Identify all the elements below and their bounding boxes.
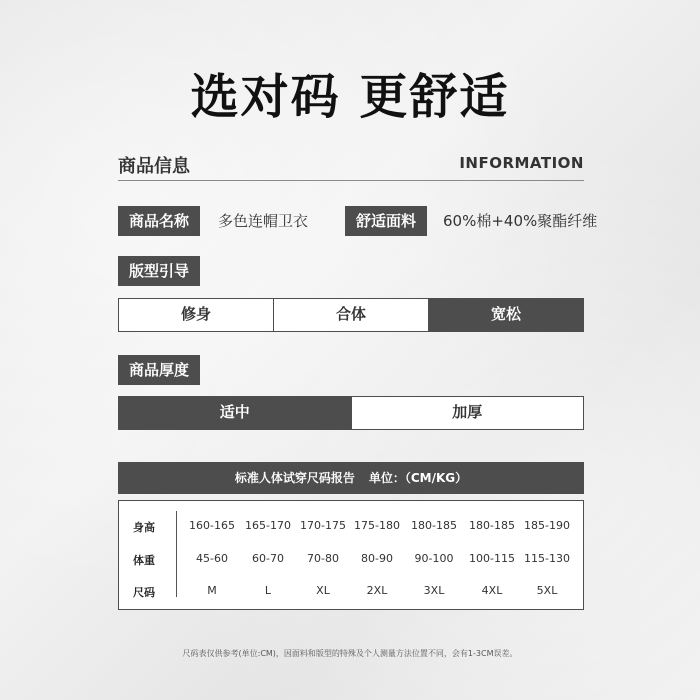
info-section-header	[118, 150, 584, 181]
table-cell: 90-100	[414, 552, 454, 565]
table-cell: 4XL	[481, 584, 503, 597]
size-chart-header	[118, 462, 584, 494]
table-cell: 165-170	[245, 519, 291, 532]
fabric-tag: 舒适面料	[345, 206, 427, 236]
footnote: 尺码表仅供参考(单位:CM)，因面料和版型的特殊及个人测量方法位置不同，会有1-3CM误差。	[182, 649, 518, 658]
fit-option-loose: 宽松	[429, 299, 583, 331]
table-cell: 80-90	[361, 552, 393, 565]
fit-option-regular: 合体	[274, 299, 429, 331]
thickness-option-medium: 适中	[119, 397, 352, 429]
table-cell: 180-185	[411, 519, 457, 532]
table-cell: 5XL	[536, 584, 558, 597]
table-cell: L	[264, 584, 272, 597]
table-divider	[176, 511, 177, 597]
table-cell: 2XL	[366, 584, 388, 597]
info-header-en: INFORMATION	[459, 154, 584, 172]
thickness-tag: 商品厚度	[118, 355, 200, 385]
row-label-weight: 体重	[133, 554, 155, 567]
row-label-height: 身高	[133, 521, 155, 534]
table-cell: 185-190	[524, 519, 570, 532]
size-chart-title: 标准人体试穿尺码报告	[234, 471, 355, 485]
fit-options	[118, 298, 584, 332]
product-name-tag: 商品名称	[118, 206, 200, 236]
row-label-size: 尺码	[133, 586, 155, 599]
info-header-cn: 商品信息	[118, 156, 190, 177]
table-cell: 45-60	[196, 552, 228, 565]
table-cell: 160-165	[189, 519, 235, 532]
table-cell: 175-180	[354, 519, 400, 532]
thickness-options	[118, 396, 584, 430]
table-cell: 3XL	[423, 584, 445, 597]
fabric-value: 60%棉+40%聚酯纤维	[443, 212, 598, 230]
fit-option-slim: 修身	[119, 299, 274, 331]
size-chart-unit: 单位：（CM/KG）	[368, 471, 468, 485]
fit-tag: 版型引导	[118, 256, 200, 286]
table-cell: 70-80	[307, 552, 339, 565]
table-cell: 170-175	[300, 519, 346, 532]
table-cell: 180-185	[469, 519, 515, 532]
table-cell: XL	[316, 584, 330, 597]
product-name-value: 多色连帽卫衣	[218, 212, 309, 230]
size-table	[118, 500, 584, 610]
page-title: 选对码 更舒适	[190, 69, 510, 125]
table-cell: M	[207, 584, 217, 597]
table-cell: 115-130	[524, 552, 570, 565]
thickness-option-thick: 加厚	[452, 403, 483, 421]
table-cell: 100-115	[469, 552, 515, 565]
table-cell: 60-70	[252, 552, 284, 565]
